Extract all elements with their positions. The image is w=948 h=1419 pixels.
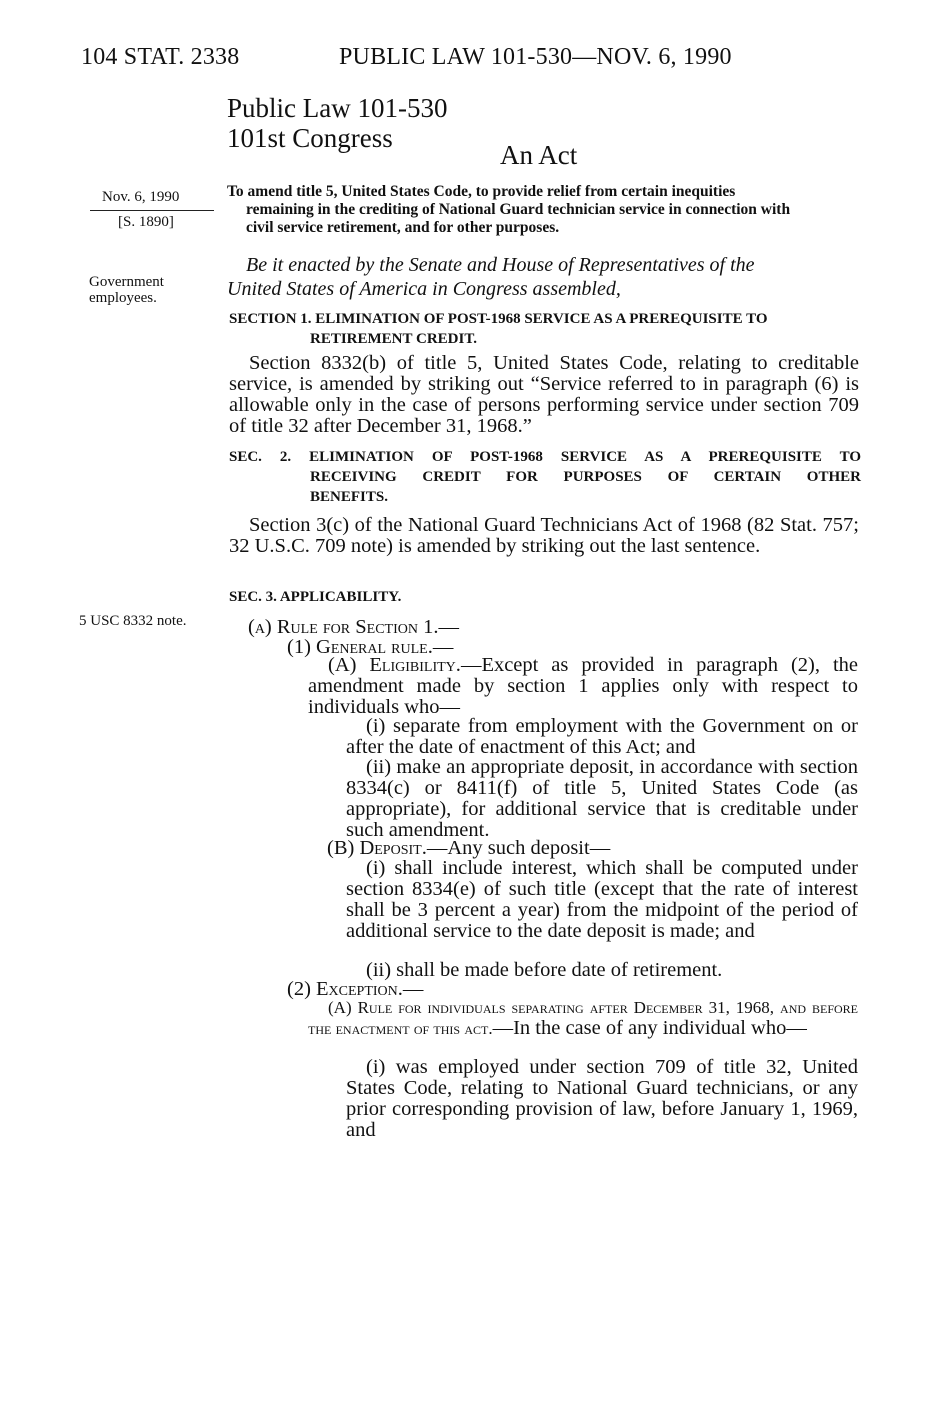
- page-reference: 104 STAT. 2338: [81, 44, 240, 70]
- section-2-heading-line2: RECEIVING CREDIT FOR PURPOSES OF CERTAIN OTHER: [310, 469, 861, 485]
- subparagraph-A-text: —Except as provided in paragraph (2), the amendment made by section 1 applies only with respect to individuals who—: [308, 654, 859, 718]
- clause-A-ii: (ii) make an appropriate deposit, in accordance with section 8334(c) or 8411(f) of title 5, United States Code (as appropriate), for additional service that is creditable under such amendment.: [346, 756, 858, 841]
- law-number: Public Law 101-530: [227, 93, 448, 123]
- section-1-heading-line2: RETIREMENT CREDIT.: [310, 331, 477, 347]
- subsection-a-label: (a) Rule for Section 1.—: [248, 616, 459, 638]
- congress-number: 101st Congress: [227, 123, 393, 153]
- clause-A-i: (i) separate from employment with the Government on or after the date of enactment of this Act; and: [346, 715, 858, 758]
- title-block: [227, 93, 447, 153]
- section-2-heading: [229, 447, 861, 507]
- margin-divider: [90, 210, 214, 211]
- section-1-text: Section 8332(b) of title 5, United States Code, relating to creditable service, is amended by striking out “Service referred to in paragraph (6) is allowable only in the case of persons performing service under section 709 of title 32 after December 31, 1968.”: [229, 352, 859, 437]
- section-1-heading: [229, 309, 861, 349]
- act-heading: An Act: [500, 140, 578, 170]
- subparagraph-A: [308, 655, 858, 718]
- clause-B-i: (i) shall include interest, which shall be computed under section 8334(e) of such title (except that the rate of interest shall be 3 percent a year) from the midpoint of the period of additional service to the date deposit is made; and: [346, 857, 858, 942]
- section-2-heading-line3: BENEFITS.: [310, 489, 388, 505]
- subparagraph-B-text: —Any such deposit—: [426, 837, 611, 859]
- enacting-clause: [227, 253, 860, 301]
- subparagraph-2A-text: —In the case of any individual who—: [492, 1017, 807, 1039]
- margin-subject-line1: Government: [89, 274, 164, 290]
- clause-B-ii: (ii) shall be made before date of retirement.: [366, 959, 723, 981]
- paragraph-1-label: (1) General rule.—: [287, 636, 454, 658]
- enacting-line2: United States of America in Congress assembled,: [227, 278, 621, 300]
- margin-subject-line2: employees.: [89, 290, 157, 306]
- section-3-heading: SEC. 3. APPLICABILITY.: [229, 589, 402, 605]
- clause-2A-i: (i) was employed under section 709 of title 32, United States Code, relating to National Guard technicians, or any prior corresponding provision of law, before January 1, 1969, and: [346, 1056, 858, 1141]
- running-title: PUBLIC LAW 101-530—NOV. 6, 1990: [339, 44, 732, 70]
- subparagraph-A-label: (A) Eligibility.: [328, 654, 461, 676]
- subparagraph-2A: [308, 997, 858, 1039]
- margin-bill-number: [S. 1890]: [118, 214, 174, 230]
- margin-usc-cite: 5 USC 8332 note.: [79, 613, 187, 629]
- subparagraph-B: [327, 838, 610, 859]
- section-2-heading-line1: SEC. 2. ELIMINATION OF POST-1968 SERVICE AS A PREREQUISITE TO: [229, 449, 861, 465]
- purpose-line2: remaining in the crediting of National Guard technician service in connection with: [246, 201, 791, 218]
- purpose-clause: [227, 183, 859, 237]
- paragraph-2-label: (2) Exception.—: [287, 978, 424, 1000]
- purpose-line1: To amend title 5, United States Code, to provide relief from certain inequities: [227, 183, 736, 200]
- subparagraph-2A-label: (A) Rule for individuals separating after December 31, 1968, and before the enactment of this act.: [308, 998, 858, 1038]
- section-2-text: Section 3(c) of the National Guard Technicians Act of 1968 (82 Stat. 757; 32 U.S.C. 709 note) is amended by striking out the last sentence.: [229, 514, 859, 557]
- section-1-heading-line1: SECTION 1. ELIMINATION OF POST-1968 SERVICE AS A PREREQUISITE TO: [229, 311, 768, 327]
- subparagraph-B-label: (B) Deposit.: [327, 837, 427, 859]
- margin-date: Nov. 6, 1990: [102, 189, 180, 205]
- purpose-line3: civil service retirement, and for other purposes.: [246, 219, 560, 236]
- enacting-line1: Be it enacted by the Senate and House of Representatives of the: [246, 254, 755, 276]
- margin-subject: [89, 274, 164, 306]
